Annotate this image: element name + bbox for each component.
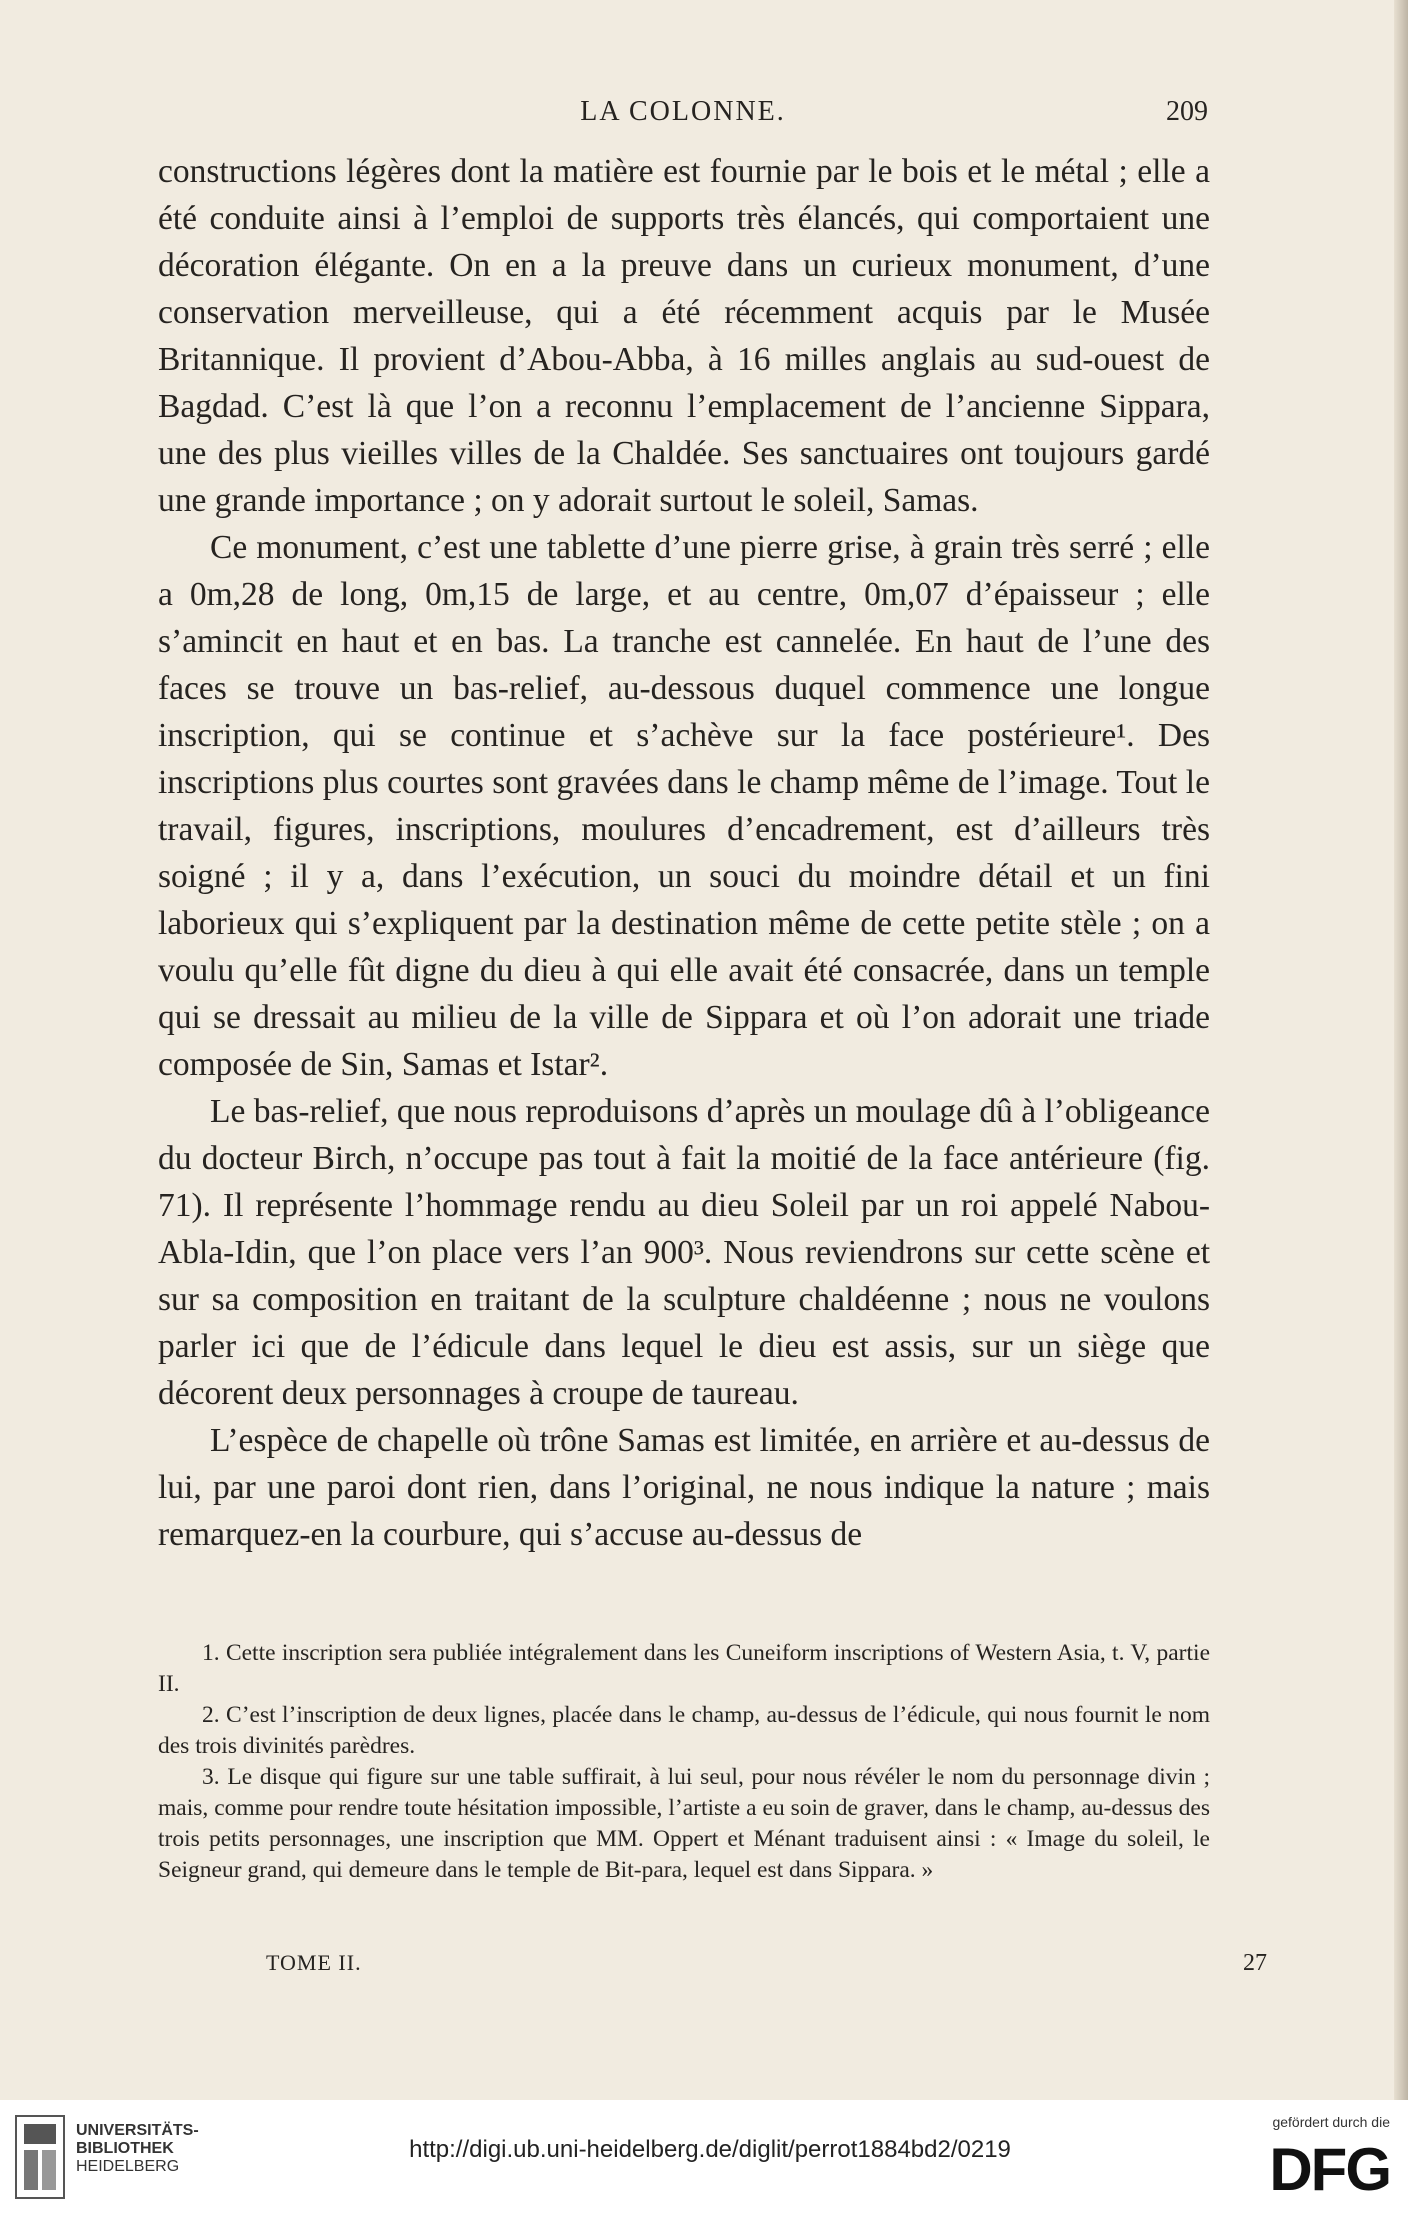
paragraph-3: Le bas-relief, que nous reproduisons d’après un moulage dû à l’obligeance du docteur Birch, n’occupe pas tout à fait la moitié de la face antérieure (fig. 71). Il représente l’hommage rendu au dieu Soleil par un roi appelé Nabou-Abla-Idin, que l’on place vers l’an 900³. Nous reviendrons sur cette scène et sur sa composition en traitant de la sculpture chaldéenne ; nous ne voulons parler ici que de l’édicule dans lequel le dieu est assis, sur un siège que décorent deux personnages à croupe de taureau. [158, 1093, 1211, 1412]
institution-name [76, 2122, 199, 2176]
page-number: 209 [1166, 96, 1208, 127]
footnote-1: 1. Cette inscription sera publiée intégralement dans les Cuneiform inscriptions of Western Asia, t. V, partie II. [158, 1640, 1210, 1697]
paragraph-4: L’espèce de chapelle où trône Samas est limitée, en arrière et au-dessus de lui, par une paroi dont rien, dans l’original, ne nous indique la nature ; mais remarquez-en la courbure, qui s’accuse au-dessus de [158, 1422, 1210, 1553]
university-seal-icon [14, 2114, 66, 2200]
funder-note: gefördert durch die [1272, 2114, 1390, 2130]
institution-line-2: BIBLIOTHEK [76, 2140, 174, 2157]
footnote-2: 2. C’est l’inscription de deux lignes, placée dans le champ, au-dessus de l’édicule, qui nous fournit le nom des trois divinités parèdres. [158, 1702, 1210, 1759]
paragraph-1: constructions légères dont la matière est fournie par le bois et le métal ; elle a été conduite ainsi à l’emploi de supports très élancés, qui comportaient une décoration élégante. On en a la preuve dans un curieux monument, d’une conservation merveilleuse, qui a été récemment acquis par le Musée Britannique. Il provient d’Abou-Abba, à 16 milles anglais au sud-ouest de Bagdad. C’est là que l’on a reconnu l’emplacement de l’ancienne Sippara, une des plus vieilles villes de la Chaldée. Ses sanctuaires ont toujours gardé une grande importance ; on y adorait surtout le soleil, Samas. [158, 153, 1210, 519]
running-head-title: LA COLONNE. [580, 96, 786, 127]
signature-line [158, 1950, 1267, 1984]
running-head [158, 96, 1208, 136]
digitization-footer [0, 2100, 1408, 2214]
page-gutter-shadow [1394, 0, 1408, 2100]
footnote-3: 3. Le disque qui figure sur une table suffirait, à lui seul, pour nous révéler le nom du personnage divin ; mais, comme pour rendre toute hésitation impossible, l’artiste a eu soin de graver, dans le champ, au-dessus des trois petits personnages, une inscription que MM. Oppert et Ménant traduisent ainsi : « Image du soleil, le Seigneur grand, qui demeure dans le temple de Bit-para, lequel est dans Sippara. » [158, 1764, 1210, 1883]
institution-line-3: HEIDELBERG [76, 2158, 180, 2175]
institution-line-1: UNIVERSITÄTS- [76, 2122, 199, 2139]
tome-label: TOME II. [266, 1950, 362, 1975]
footnotes [158, 1638, 1210, 1886]
permalink[interactable]: http://digi.ub.uni-heidelberg.de/diglit/perrot1884bd2/0219 [409, 2136, 1011, 2163]
paragraph-2: Ce monument, c’est une tablette d’une pierre grise, à grain très serré ; elle a 0m,28 de long, 0m,15 de large, et au centre, 0m,07 d’épaisseur ; elle s’amincit en haut et en bas. La tranche est cannelée. En haut de l’une des faces se trouve un bas-relief, au-dessous duquel commence une longue inscription, qui se continue et s’achève sur la face postérieure¹. Des inscriptions plus courtes sont gravées dans le champ même de l’image. Tout le travail, figures, inscriptions, moulures d’encadrement, est d’ailleurs très soigné ; il y a, dans l’exécution, un souci du moindre détail et un fini laborieux qui s’expliquent par la destination même de cette petite stèle ; on a voulu qu’elle fût digne du dieu à qui elle avait été consacrée, dans un temple qui se dressait au milieu de la ville de Sippara et où l’on adorait une triade composée de Sin, Samas et Istar². [158, 529, 1210, 1083]
dfg-logo: DFG [1269, 2136, 1390, 2203]
sheet-number: 27 [1243, 1950, 1267, 1976]
body-text [158, 148, 1210, 1558]
